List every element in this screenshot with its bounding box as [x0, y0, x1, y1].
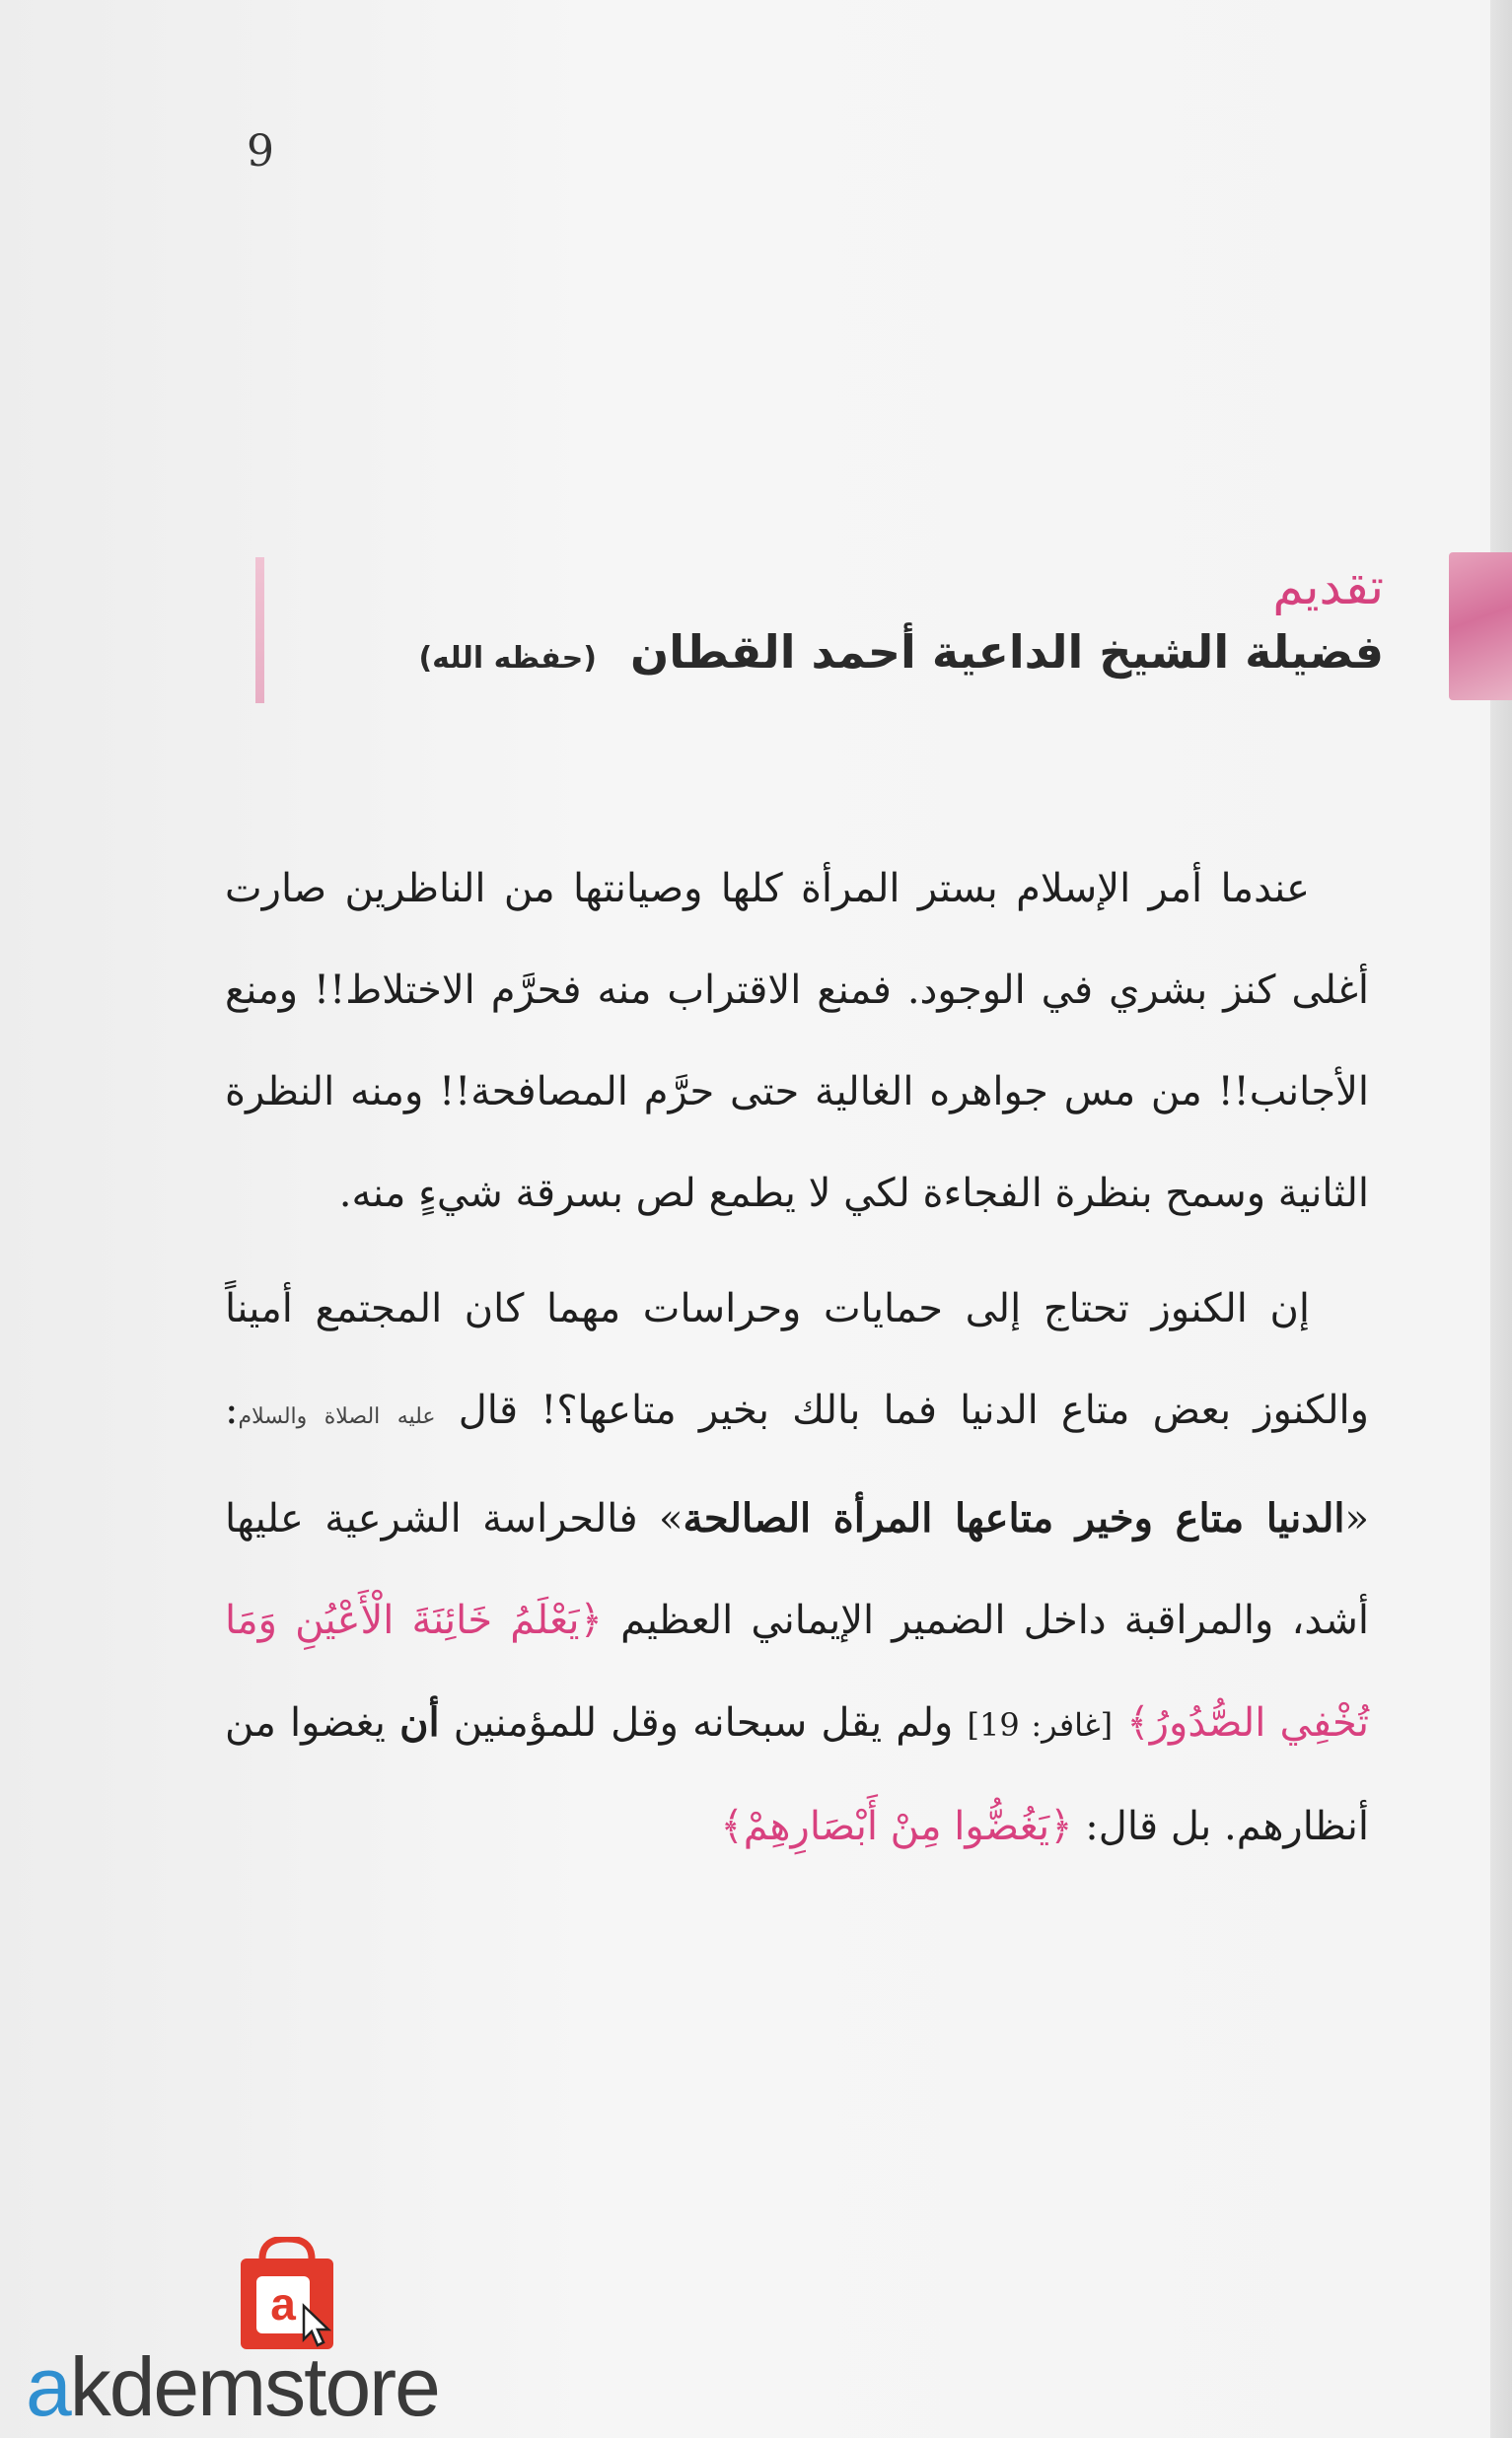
header-accent-bar	[255, 557, 264, 703]
quran-verse-2: ﴿يَغُضُّوا مِنْ أَبْصَارِهِمْ﴾	[720, 1804, 1073, 1849]
akdemstore-logo	[26, 2237, 519, 2433]
chapter-tab-marker	[1449, 552, 1512, 700]
author-name: فضيلة الشيخ الداعية أحمد القطان	[629, 625, 1384, 679]
paragraph-2-text-d: ولم يقل سبحانه وقل للمؤمنين	[453, 1700, 954, 1746]
paragraph-2-text-c: » فالحراسة الشرعية عليها أشد، والمراقبة داخل الضمير الإيماني العظيم	[225, 1496, 1369, 1643]
quran-verse-1: ﴿يَعْلَمُ خَائِنَةَ الْأَعْيُنِ وَمَا تُخْفِي الصُّدُورُ﴾	[225, 1598, 1369, 1746]
logo-wordmark	[26, 2340, 439, 2433]
logo-wordmark-rest: kdemstore	[69, 2340, 439, 2433]
section-title: تقديم	[1272, 558, 1384, 615]
page-edge	[1490, 0, 1512, 2438]
paragraph-1	[225, 838, 1369, 1245]
section-subtitle	[418, 622, 1384, 688]
section-header	[269, 557, 1384, 705]
paragraph-2-text-a: إن الكنوز تحتاج إلى حمايات وحراسات مهما كان المجتمع أميناً والكنوز بعض متاع الدنيا فما بالك بخير متاعها؟! قال	[225, 1286, 1369, 1433]
page-number: 9	[247, 126, 274, 177]
bold-word: أن	[399, 1699, 440, 1746]
pbuh-glyph: عليه الصلاة والسلام	[238, 1404, 436, 1429]
logo-wordmark-a: a	[26, 2340, 70, 2433]
body-text	[225, 838, 1369, 1878]
paragraph-2-text-e: يغضوا من أنظارهم. بل قال:	[225, 1700, 1369, 1849]
logo-badge-letter: a	[270, 2278, 296, 2330]
shopping-bag-icon	[233, 2237, 341, 2355]
author-honorific: (حفظه الله)	[418, 641, 597, 676]
verse-citation: [غافر: 19]	[967, 1706, 1114, 1744]
paragraph-1-text: عندما أمر الإسلام بستر المرأة كلها وصيانتها من الناظرين صارت أغلى كنز بشري في الوجود. فمنع الاقتراب منه فحرَّم الاختلاط!! ومنع الأجانب!! من مس جواهره الغالية حتى حرَّم المصافحة!! ومنه النظرة الثانية وسمح بنظرة الفجاءة لكي لا يطمع لص بسرقة شيءٍ منه.	[225, 866, 1369, 1216]
paragraph-2-text-b: : «	[225, 1388, 1369, 1542]
hadith-quote: الدنيا متاع وخير متاعها المرأة الصالحة	[683, 1495, 1345, 1542]
paragraph-2	[225, 1258, 1369, 1878]
